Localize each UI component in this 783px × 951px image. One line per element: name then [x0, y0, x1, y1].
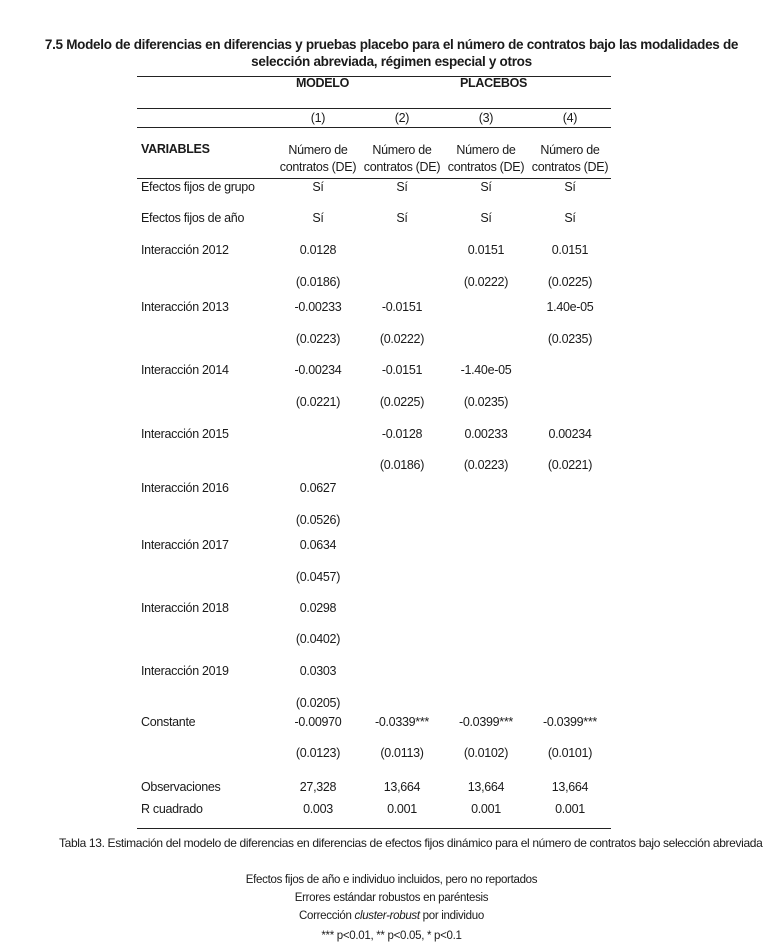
col-header-1: [278, 142, 358, 176]
row-label: Interacción 2013: [141, 300, 229, 314]
table-cell: (0.0222): [379, 332, 425, 346]
table-cell: Sí: [480, 180, 492, 194]
note-significance: *** p<0.01, ** p<0.05, * p<0.1: [321, 930, 462, 942]
col-header-line: Número de: [372, 143, 432, 157]
table-cell: 0.001: [471, 802, 501, 816]
bottom-rule: [137, 828, 611, 829]
table-title-line-1: 7.5 Modelo de diferencias en diferencias y pruebas placebo para el número de contratos bajo las modalidades de: [44, 37, 739, 52]
col-number-rule: [137, 127, 611, 128]
table-cell: (0.0222): [463, 275, 509, 289]
table-cell: (0.0457): [295, 570, 341, 584]
table-cell: (0.0221): [295, 395, 341, 409]
table-cell: 1.40e-05: [546, 300, 594, 314]
table-cell: (0.0205): [295, 696, 341, 710]
group-header-placebos: PLACEBOS: [460, 76, 528, 90]
header-rule: [137, 108, 611, 109]
row-label: Observaciones: [141, 780, 221, 794]
table-cell: -0.00234: [294, 363, 342, 377]
table-cell: 0.001: [555, 802, 585, 816]
table-cell: 0.001: [387, 802, 417, 816]
table-cell: 0.003: [303, 802, 333, 816]
table-cell: (0.0223): [295, 332, 341, 346]
table-cell: (0.0225): [379, 395, 425, 409]
note-text: Corrección: [299, 910, 355, 922]
table-cell: -0.0399***: [543, 715, 597, 729]
table-cell: (0.0402): [295, 632, 341, 646]
table-cell: (0.0123): [295, 746, 341, 760]
top-rule: [137, 76, 611, 77]
col-header-4: [530, 142, 610, 176]
table-cell: Sí: [396, 211, 408, 225]
table-cell: Sí: [312, 211, 324, 225]
table-cell: Sí: [396, 180, 408, 194]
table-cell: 13,664: [467, 780, 505, 794]
row-label: Interacción 2015: [141, 427, 229, 441]
body-rule: [137, 178, 611, 179]
table-cell: Sí: [564, 180, 576, 194]
row-label: Efectos fijos de grupo: [141, 180, 255, 194]
table-cell: 0.0298: [299, 601, 337, 615]
col-number-1: (1): [310, 111, 326, 125]
table-cell: (0.0101): [547, 746, 593, 760]
table-cell: (0.0221): [547, 458, 593, 472]
row-label: Efectos fijos de año: [141, 211, 245, 225]
col-header-line: contratos (DE): [531, 160, 609, 174]
col-number-4: (4): [562, 111, 578, 125]
table-cell: (0.0186): [295, 275, 341, 289]
table-cell: 0.0627: [299, 481, 337, 495]
table-cell: (0.0102): [463, 746, 509, 760]
table-cell: (0.0526): [295, 513, 341, 527]
table-cell: (0.0223): [463, 458, 509, 472]
row-label: Interacción 2017: [141, 538, 229, 552]
table-cell: 0.00233: [464, 427, 508, 441]
note-text: por individuo: [419, 910, 484, 922]
table-cell: Sí: [312, 180, 324, 194]
note-fixed-effects: Efectos fijos de año e individuo incluidos, pero no reportados: [245, 874, 538, 886]
table-cell: -1.40e-05: [460, 363, 512, 377]
col-header-line: Número de: [288, 143, 348, 157]
table-title-line-2: selección abreviada, régimen especial y otros: [251, 54, 532, 69]
table-cell: 13,664: [551, 780, 589, 794]
table-cell: -0.0128: [381, 427, 423, 441]
table-cell: 27,328: [299, 780, 337, 794]
col-header-line: Número de: [456, 143, 516, 157]
table-cell: -0.0151: [381, 363, 423, 377]
table-cell: (0.0113): [380, 746, 424, 760]
table-cell: (0.0225): [547, 275, 593, 289]
table-cell: Sí: [480, 211, 492, 225]
note-cluster-robust: [0, 910, 783, 922]
table-cell: 0.00234: [548, 427, 592, 441]
group-header-modelo: MODELO: [296, 76, 350, 90]
col-header-line: contratos (DE): [447, 160, 525, 174]
table-cell: -0.00970: [294, 715, 342, 729]
table-cell: Sí: [564, 211, 576, 225]
col-header-line: contratos (DE): [363, 160, 441, 174]
row-label: Interacción 2012: [141, 243, 229, 257]
col-number-2: (2): [394, 111, 410, 125]
table-cell: 0.0151: [467, 243, 505, 257]
table-cell: -0.0339***: [375, 715, 429, 729]
row-label: Interacción 2014: [141, 363, 229, 377]
col-header-2: [362, 142, 442, 176]
col-header-line: contratos (DE): [279, 160, 357, 174]
variables-label: VARIABLES: [141, 142, 210, 156]
row-label: Interacción 2018: [141, 601, 229, 615]
row-label: R cuadrado: [141, 802, 203, 816]
table-cell: 0.0634: [299, 538, 337, 552]
table-cell: -0.0151: [381, 300, 423, 314]
table-cell: -0.0399***: [459, 715, 513, 729]
table-cell: 0.0128: [299, 243, 337, 257]
col-header-line: Número de: [540, 143, 600, 157]
table-cell: (0.0235): [547, 332, 593, 346]
note-text-italic: cluster-robust: [354, 910, 420, 922]
note-robust-errors: Errores estándar robustos en paréntesis: [294, 892, 489, 904]
table-cell: 13,664: [383, 780, 421, 794]
table-cell: (0.0235): [463, 395, 509, 409]
table-cell: (0.0186): [379, 458, 425, 472]
col-header-3: [446, 142, 526, 176]
col-number-3: (3): [478, 111, 494, 125]
table-cell: 0.0151: [551, 243, 589, 257]
row-label: Constante: [141, 715, 196, 729]
table-cell: 0.0303: [299, 664, 337, 678]
table-caption: Tabla 13. Estimación del modelo de diferencias en diferencias de efectos fijos dinámico para el número de contratos bajo selección abreviada: [59, 836, 763, 850]
row-label: Interacción 2019: [141, 664, 229, 678]
table-cell: -0.00233: [294, 300, 342, 314]
row-label: Interacción 2016: [141, 481, 229, 495]
